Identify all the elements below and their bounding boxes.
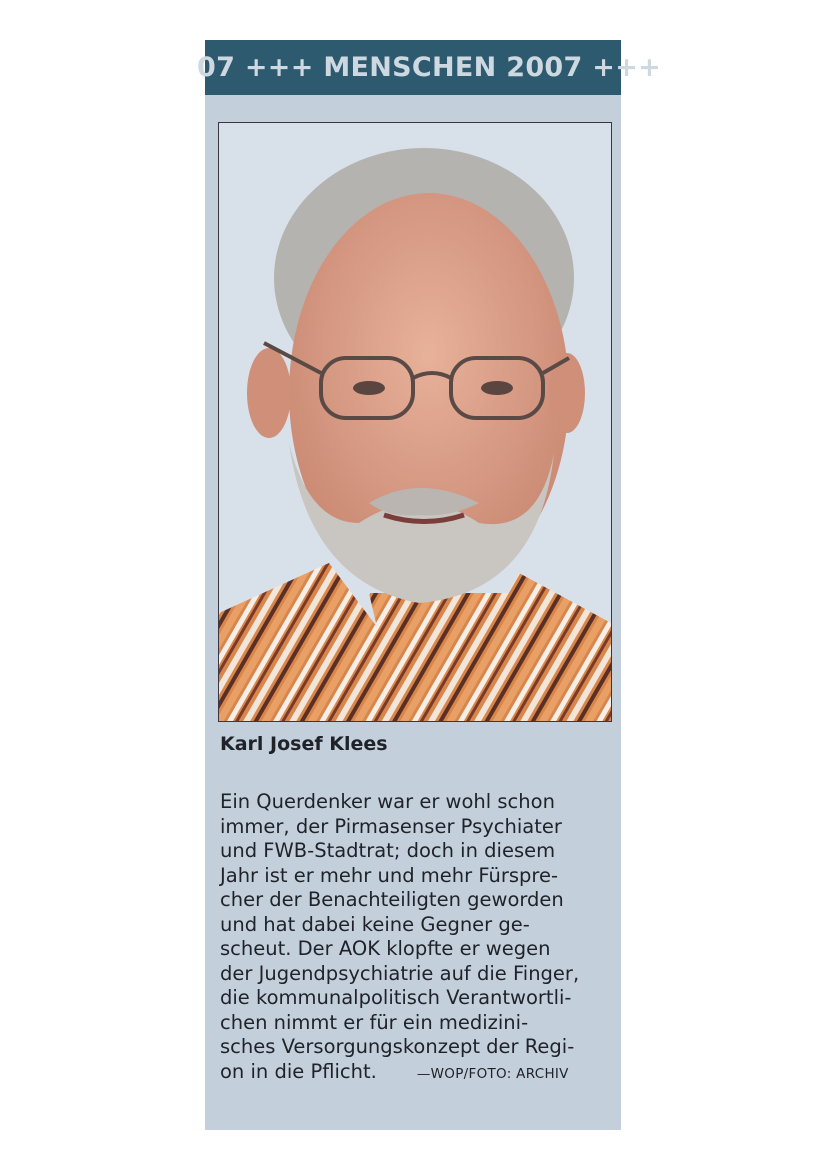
photo-credit: —WOP/FOTO: ARCHIV	[416, 1065, 569, 1082]
body-line: immer, der Pirmasenser Psychiater	[220, 814, 562, 838]
portrait-photo	[218, 122, 612, 722]
body-line: chen nimmt er für ein medizini-	[220, 1010, 529, 1034]
body-line-last	[220, 1060, 620, 1087]
body-line: Jahr ist er mehr und mehr Fürspre-	[220, 863, 559, 887]
banner-text: 07 +++ MENSCHEN 2007 +++	[197, 52, 662, 83]
section-banner	[197, 40, 662, 95]
body-line: und hat dabei keine Gegner ge-	[220, 912, 530, 936]
body-line: der Jugendpsychiatrie auf die Finger,	[220, 961, 580, 985]
body-line-text: on in die Pflicht.	[220, 1059, 377, 1083]
person-name: Karl Josef Klees	[220, 733, 388, 755]
article-body	[220, 790, 620, 1086]
body-line: sches Versorgungskonzept der Regi-	[220, 1035, 575, 1058]
body-line: und FWB-Stadtrat; doch in diesem	[220, 839, 556, 862]
body-line: Ein Querdenker war er wohl schon	[220, 790, 555, 813]
body-line: cher der Benachteiligten geworden	[220, 888, 564, 911]
newspaper-clipping	[197, 40, 662, 1130]
body-line: die kommunalpolitisch Verantwortli-	[220, 986, 572, 1009]
body-line: scheut. Der AOK klopfte er wegen	[220, 937, 551, 960]
